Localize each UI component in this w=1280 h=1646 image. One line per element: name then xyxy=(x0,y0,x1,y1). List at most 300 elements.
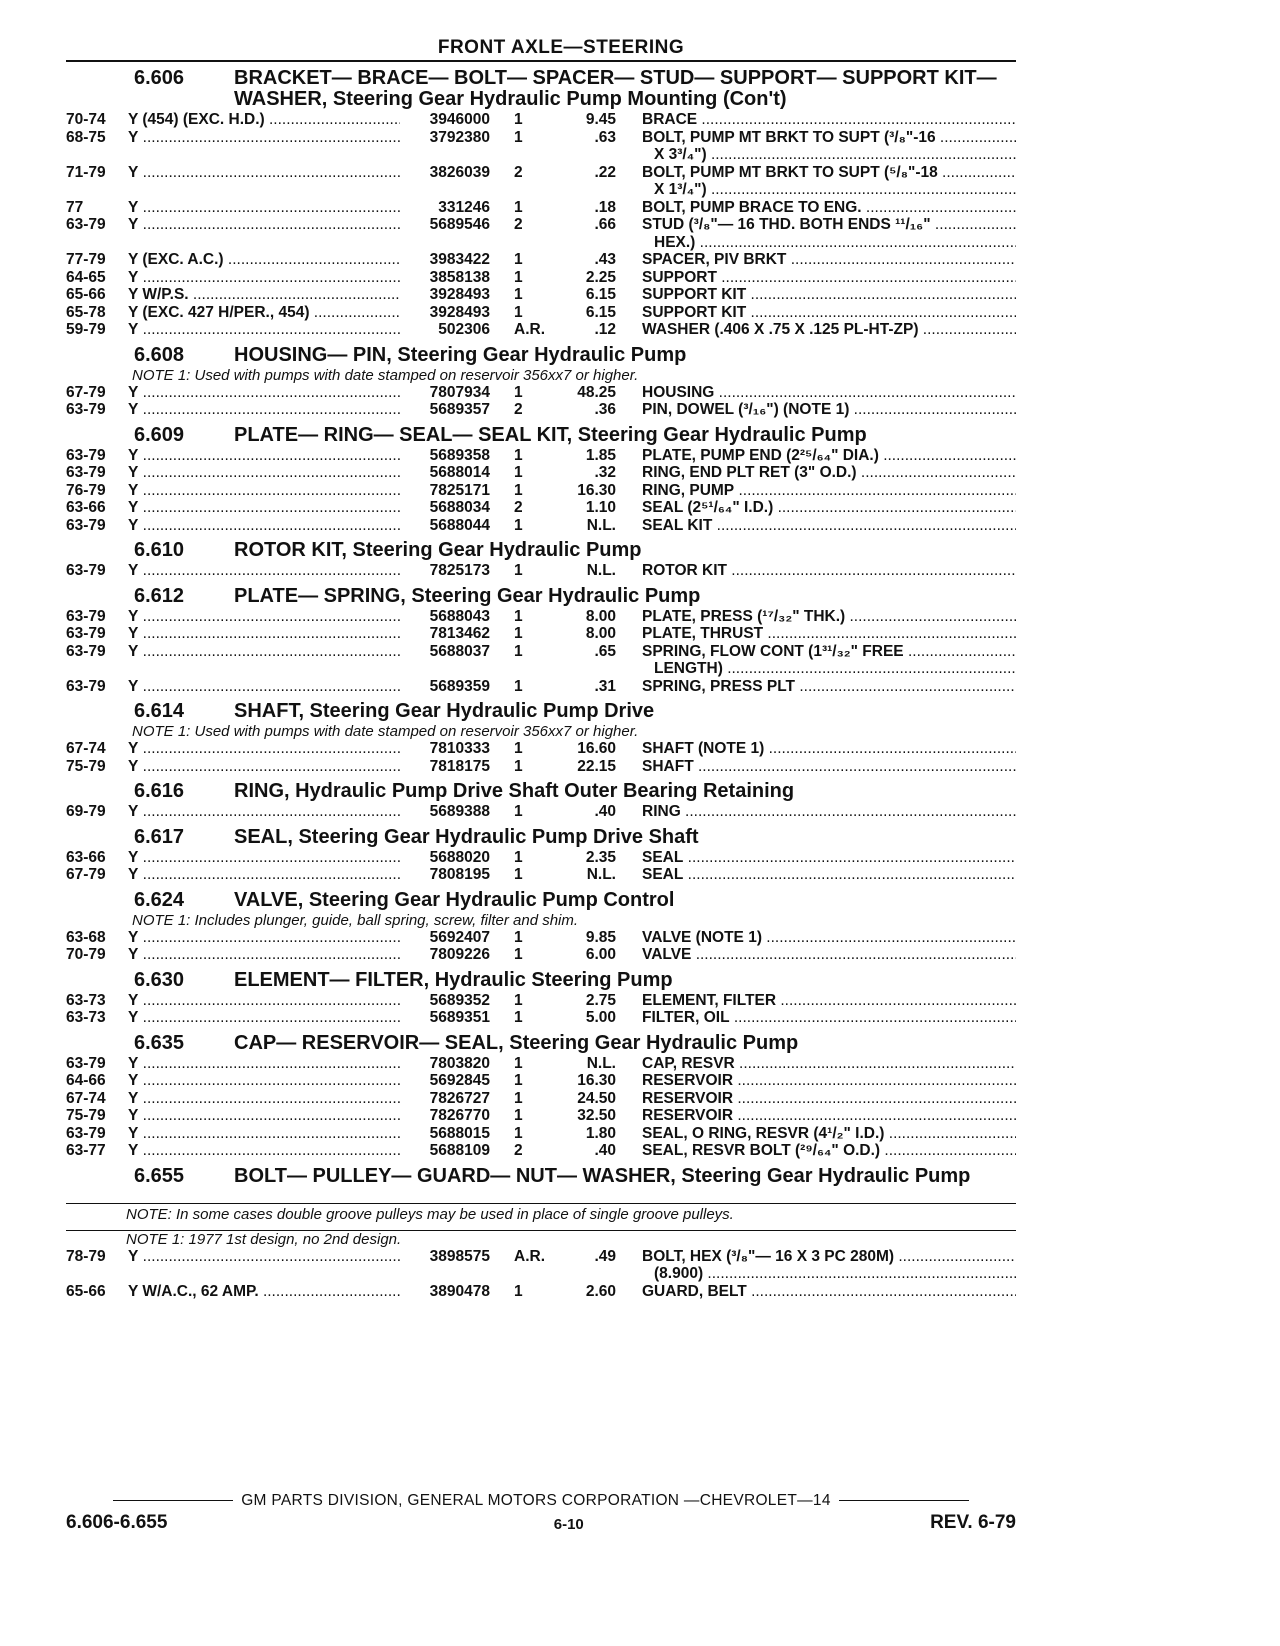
section-heading xyxy=(66,345,1016,366)
description: HOUSING ..... xyxy=(642,384,1016,401)
section-heading xyxy=(66,701,1016,722)
description-cell xyxy=(616,992,1016,1010)
model: Y ..... xyxy=(128,929,400,947)
parts-row xyxy=(66,740,1016,758)
parts-row xyxy=(66,251,1016,269)
design-note: NOTE 1: 1977 1st design, no 2nd design. xyxy=(126,1230,402,1248)
year-range: 63-79 xyxy=(66,1124,106,1142)
quantity: 2 xyxy=(514,1142,523,1159)
parts-row xyxy=(66,321,1016,339)
part-number: 7810333 xyxy=(429,740,490,757)
part-number: 3898575 xyxy=(429,1247,490,1265)
description: BOLT, PUMP MT BRKT TO SUPT (³/₈"-16 ..... xyxy=(642,129,1016,146)
description-cell xyxy=(616,199,1016,217)
year-range: 63-79 xyxy=(66,1054,106,1072)
section-title: SHAFT, Steering Gear Hydraulic Pump Drive xyxy=(234,700,655,722)
quantity: A.R. xyxy=(514,321,545,338)
quantity: 1 xyxy=(514,757,523,775)
parts-row xyxy=(66,562,1016,580)
parts-row xyxy=(66,304,1016,322)
price: .36 xyxy=(594,401,616,418)
model: Y ..... xyxy=(128,849,400,867)
parts-row xyxy=(66,384,1016,402)
part-number: 331246 xyxy=(438,198,490,216)
description: SUPPORT ..... xyxy=(642,269,1016,286)
parts-row xyxy=(66,1125,1016,1143)
quantity: 1 xyxy=(514,481,523,499)
description: SPACER, PIV BRKT ..... xyxy=(642,251,1016,268)
description-cell xyxy=(616,384,1016,402)
price: .65 xyxy=(594,642,616,660)
quantity: 1 xyxy=(514,128,523,146)
price: 2.25 xyxy=(585,268,616,286)
quantity: 2 xyxy=(514,216,523,233)
parts-row xyxy=(66,608,1016,626)
model: Y ..... xyxy=(128,499,400,517)
model: Y ..... xyxy=(128,482,400,500)
model: Y ..... xyxy=(128,1248,400,1283)
footer-bottom-line xyxy=(66,1512,1016,1534)
description: RESERVOIR ..... xyxy=(642,1090,1016,1107)
model: Y ..... xyxy=(128,740,400,758)
section-title: RING, Hydraulic Pump Drive Shaft Outer Bearing Retaining xyxy=(234,780,795,802)
description: SPRING, PRESS PLT ..... xyxy=(642,678,1016,695)
part-number: 5689357 xyxy=(429,401,490,418)
section-heading xyxy=(66,540,1016,561)
parts-row xyxy=(66,464,1016,482)
model: Y ..... xyxy=(128,758,400,776)
section-number: 6.624 xyxy=(134,888,185,911)
quantity: 1 xyxy=(514,1282,523,1300)
description-cell xyxy=(616,1125,1016,1143)
part-number: 3928493 xyxy=(429,303,490,321)
quantity: 1 xyxy=(514,740,523,757)
footer-division-line xyxy=(66,1492,1016,1510)
part-number: 3858138 xyxy=(429,268,490,286)
quantity: 1 xyxy=(514,1009,523,1026)
description: SUPPORT KIT ..... xyxy=(642,304,1016,321)
description: VALVE ..... xyxy=(642,946,1016,963)
quantity: 1 xyxy=(514,1124,523,1142)
part-number: 5688020 xyxy=(429,848,490,866)
quantity: 1 xyxy=(514,928,523,946)
description: SEAL ..... xyxy=(642,866,1016,883)
model: Y ..... xyxy=(128,321,400,339)
model: Y ..... xyxy=(128,1107,400,1125)
price: 9.45 xyxy=(585,111,616,128)
parts-row xyxy=(66,1055,1016,1073)
description: WASHER (.406 X .75 X .125 PL-HT-ZP) ..... xyxy=(642,321,1016,338)
model: Y (EXC. 427 H/PER., 454) ..... xyxy=(128,304,400,322)
part-number: 5688015 xyxy=(429,1124,490,1142)
parts-row xyxy=(66,111,1016,129)
price: 48.25 xyxy=(577,383,616,401)
quantity: 1 xyxy=(514,383,523,401)
year-range: 59-79 xyxy=(66,321,106,338)
description-cell xyxy=(616,1107,1016,1125)
section-number: 6.617 xyxy=(134,825,185,848)
description: BRACE ..... xyxy=(642,111,1016,128)
description-cell xyxy=(616,643,1016,678)
description-cell xyxy=(616,401,1016,419)
parts-row xyxy=(66,625,1016,643)
price: .66 xyxy=(594,216,616,233)
quantity: 1 xyxy=(514,286,523,303)
quantity: 1 xyxy=(514,251,523,268)
part-number: 7825173 xyxy=(429,562,490,579)
description-cell xyxy=(616,304,1016,322)
model: Y ..... xyxy=(128,803,400,821)
description-continued: X 3³/₄") ..... xyxy=(642,146,1016,164)
description: SEAL, O RING, RESVR (4¹/₂" I.D.) ..... xyxy=(642,1125,1016,1142)
description: GUARD, BELT ..... xyxy=(642,1283,1016,1300)
description-cell xyxy=(616,482,1016,500)
description-continued: HEX.) ..... xyxy=(642,234,1016,252)
year-range: 78-79 xyxy=(66,1247,106,1265)
part-number: 5688034 xyxy=(429,499,490,516)
section-number: 6.610 xyxy=(134,539,185,561)
part-number: 7826727 xyxy=(429,1089,490,1107)
parts-row xyxy=(66,216,1016,251)
quantity: 2 xyxy=(514,401,523,418)
description: VALVE (NOTE 1) ..... xyxy=(642,929,1016,946)
description: PIN, DOWEL (³/₁₆") (NOTE 1) ..... xyxy=(642,401,1016,418)
section-heading xyxy=(66,827,1016,848)
quantity: 2 xyxy=(514,163,523,181)
section-number: 6.614 xyxy=(134,700,185,722)
price: 6.00 xyxy=(585,946,616,963)
model: Y (454) (EXC. H.D.) ..... xyxy=(128,111,400,129)
model: Y ..... xyxy=(128,1125,400,1143)
footer-range: 6.606-6.655 xyxy=(66,1512,168,1533)
tail-rows xyxy=(66,1248,1016,1301)
section-number: 6.635 xyxy=(134,1031,185,1054)
price: N.L. xyxy=(586,866,616,883)
part-number: 7826770 xyxy=(429,1107,490,1124)
parts-row xyxy=(66,499,1016,517)
part-number: 3928493 xyxy=(429,286,490,303)
price: 1.85 xyxy=(585,446,616,464)
description-cell xyxy=(616,447,1016,465)
description-cell xyxy=(616,625,1016,643)
quantity: 1 xyxy=(514,562,523,579)
part-number: 7818175 xyxy=(429,757,490,775)
parts-row xyxy=(66,517,1016,535)
parts-row xyxy=(66,929,1016,947)
price: .63 xyxy=(594,128,616,146)
footer-page-number: 6-10 xyxy=(553,1516,584,1533)
description: ROTOR KIT ..... xyxy=(642,562,1016,579)
quantity: 1 xyxy=(514,1089,523,1107)
price: 6.15 xyxy=(585,303,616,321)
price: 8.00 xyxy=(585,607,616,625)
section-title: ROTOR KIT, Steering Gear Hydraulic Pump xyxy=(234,539,642,561)
part-number: 5689359 xyxy=(429,677,490,695)
description: SEAL ..... xyxy=(642,849,1016,866)
parts-row xyxy=(66,1009,1016,1027)
description-cell xyxy=(616,111,1016,129)
year-range: 67-74 xyxy=(66,1089,106,1107)
year-range: 63-66 xyxy=(66,848,106,866)
quantity: 1 xyxy=(514,1107,523,1124)
description: SEAL (2⁵¹/₆₄" I.D.) ..... xyxy=(642,499,1016,516)
parts-row xyxy=(66,482,1016,500)
year-range: 63-79 xyxy=(66,216,106,233)
price: .18 xyxy=(594,198,616,216)
year-range: 63-79 xyxy=(66,642,106,660)
year-range: 71-79 xyxy=(66,163,106,181)
price: 24.50 xyxy=(577,1089,616,1107)
price: 1.80 xyxy=(585,1124,616,1142)
quantity: A.R. xyxy=(514,1247,545,1265)
description-cell xyxy=(616,562,1016,580)
part-number: 5692407 xyxy=(429,928,490,946)
price: 2.75 xyxy=(585,991,616,1009)
description-cell xyxy=(616,1055,1016,1073)
model: Y ..... xyxy=(128,269,400,287)
quantity: 1 xyxy=(514,446,523,464)
description: PLATE, PRESS (¹⁷/₃₂" THK.) ..... xyxy=(642,608,1016,625)
price: 16.60 xyxy=(577,740,616,757)
parts-row xyxy=(66,866,1016,884)
parts-row xyxy=(66,1072,1016,1090)
model: Y ..... xyxy=(128,1055,400,1073)
section-title: BRACKET— BRACE— BOLT— SPACER— STUD— SUPPORT— SUPPORT KIT— WASHER, Steering Gear Hydraulic Pump Mounting (Con't) xyxy=(234,67,997,110)
description: RING, END PLT RET (3" O.D.) ..... xyxy=(642,464,1016,481)
price: .31 xyxy=(594,677,616,695)
section-note: NOTE 1: Used with pumps with date stamped on reservoir 356xx7 or higher. xyxy=(132,723,639,740)
quantity: 1 xyxy=(514,198,523,216)
description-cell xyxy=(616,929,1016,947)
description: RESERVOIR ..... xyxy=(642,1072,1016,1089)
footer-revision: REV. 6-79 xyxy=(930,1512,1016,1533)
year-range: 64-66 xyxy=(66,1072,106,1089)
quantity: 1 xyxy=(514,516,523,534)
parts-row xyxy=(66,129,1016,164)
year-range: 64-65 xyxy=(66,268,106,286)
description: SUPPORT KIT ..... xyxy=(642,286,1016,303)
description-cell xyxy=(616,1090,1016,1108)
part-number: 5689351 xyxy=(429,1009,490,1026)
price: 9.85 xyxy=(585,928,616,946)
price: 32.50 xyxy=(577,1107,616,1124)
parts-row xyxy=(66,992,1016,1010)
part-number: 5689352 xyxy=(429,991,490,1009)
description-cell xyxy=(616,269,1016,287)
price: 6.15 xyxy=(585,286,616,303)
part-number: 3826039 xyxy=(429,163,490,181)
part-number: 7825171 xyxy=(429,481,490,499)
year-range: 70-74 xyxy=(66,111,106,128)
part-number: 5688043 xyxy=(429,607,490,625)
section-heading xyxy=(66,586,1016,607)
year-range: 63-77 xyxy=(66,1142,106,1159)
description-cell xyxy=(616,321,1016,339)
quantity: 1 xyxy=(514,1054,523,1072)
part-number: 3946000 xyxy=(429,111,490,128)
description: PLATE, THRUST ..... xyxy=(642,625,1016,642)
section-heading xyxy=(66,970,1016,991)
part-number: 7807934 xyxy=(429,383,490,401)
year-range: 75-79 xyxy=(66,1107,106,1124)
parts-row xyxy=(66,1248,1016,1283)
description: CAP, RESVR ..... xyxy=(642,1055,1016,1072)
model: Y ..... xyxy=(128,199,400,217)
section-number: 6.616 xyxy=(134,780,185,802)
price: .32 xyxy=(594,464,616,481)
model: Y ..... xyxy=(128,992,400,1010)
parts-row xyxy=(66,199,1016,217)
model: Y ..... xyxy=(128,517,400,535)
footer-division: GM PARTS DIVISION, GENERAL MOTORS CORPORATION —CHEVROLET—14 xyxy=(241,1492,831,1509)
sections-container xyxy=(66,68,1016,1187)
model: Y ..... xyxy=(128,562,400,580)
description-cell xyxy=(616,499,1016,517)
part-number: 7809226 xyxy=(429,946,490,963)
model: Y ..... xyxy=(128,866,400,884)
description-cell xyxy=(616,129,1016,164)
section-heading xyxy=(66,68,1016,110)
description-cell xyxy=(616,286,1016,304)
price: .49 xyxy=(594,1247,616,1265)
model: Y ..... xyxy=(128,678,400,696)
quantity: 1 xyxy=(514,946,523,963)
model: Y ..... xyxy=(128,447,400,465)
parts-row xyxy=(66,946,1016,964)
part-number: 5688109 xyxy=(429,1142,490,1159)
parts-catalog-page xyxy=(66,36,1016,1300)
section-title: SEAL, Steering Gear Hydraulic Pump Drive Shaft xyxy=(234,825,699,848)
description: RING, PUMP ..... xyxy=(642,482,1016,499)
part-number: 5689388 xyxy=(429,803,490,820)
parts-row xyxy=(66,401,1016,419)
year-range: 69-79 xyxy=(66,803,106,820)
part-number: 3890478 xyxy=(429,1282,490,1300)
price: 16.30 xyxy=(577,1072,616,1089)
model: Y ..... xyxy=(128,129,400,164)
price: 22.15 xyxy=(577,757,616,775)
year-range: 67-74 xyxy=(66,740,106,757)
year-range: 63-79 xyxy=(66,401,106,418)
model: Y ..... xyxy=(128,1072,400,1090)
price: N.L. xyxy=(586,1054,616,1072)
page-footer xyxy=(66,1492,1016,1534)
quantity: 1 xyxy=(514,642,523,660)
year-range: 63-73 xyxy=(66,1009,106,1026)
section-heading xyxy=(66,890,1016,911)
price: 2.35 xyxy=(585,848,616,866)
description-cell xyxy=(616,1142,1016,1160)
section-note: NOTE 1: Includes plunger, guide, ball spring, screw, filter and shim. xyxy=(132,911,579,929)
description-cell xyxy=(616,1072,1016,1090)
section-title: CAP— RESERVOIR— SEAL, Steering Gear Hydraulic Pump xyxy=(234,1031,799,1054)
header-rule xyxy=(66,60,1016,62)
year-range: 67-79 xyxy=(66,383,106,401)
year-range: 75-79 xyxy=(66,757,106,775)
description: FILTER, OIL ..... xyxy=(642,1009,1016,1026)
price: N.L. xyxy=(586,516,616,534)
description-cell xyxy=(616,758,1016,776)
model: Y W/A.C., 62 AMP. ..... xyxy=(128,1283,400,1301)
parts-row xyxy=(66,1142,1016,1160)
description: BOLT, HEX (³/₈"— 16 X 3 PC 280M) ..... xyxy=(642,1248,1016,1265)
year-range: 63-79 xyxy=(66,607,106,625)
description-cell xyxy=(616,216,1016,251)
parts-row xyxy=(66,1090,1016,1108)
model: Y ..... xyxy=(128,1090,400,1108)
section-note: NOTE 1: Used with pumps with date stamped on reservoir 356xx7 or higher. xyxy=(132,366,639,384)
description-cell xyxy=(616,517,1016,535)
parts-row xyxy=(66,758,1016,776)
model: Y W/P.S. ..... xyxy=(128,286,400,304)
description-continued: (8.900) ..... xyxy=(642,1265,1016,1283)
quantity: 1 xyxy=(514,677,523,695)
description: ELEMENT, FILTER ..... xyxy=(642,992,1016,1009)
description-cell xyxy=(616,849,1016,867)
description: RING ..... xyxy=(642,803,1016,820)
model: Y ..... xyxy=(128,384,400,402)
description-cell xyxy=(616,678,1016,696)
quantity: 1 xyxy=(514,111,523,128)
part-number: 5688037 xyxy=(429,642,490,660)
price: 16.30 xyxy=(577,481,616,499)
description-cell xyxy=(616,1248,1016,1283)
section-heading xyxy=(66,781,1016,802)
description: STUD (³/₈"— 16 THD. BOTH ENDS ¹¹/₁₆" ..... xyxy=(642,216,1016,233)
model: Y ..... xyxy=(128,643,400,678)
part-number: 5688044 xyxy=(429,516,490,534)
year-range: 63-79 xyxy=(66,446,106,464)
description-cell xyxy=(616,464,1016,482)
price: 2.60 xyxy=(585,1282,616,1300)
part-number: 7803820 xyxy=(429,1054,490,1072)
part-number: 5689546 xyxy=(429,216,490,233)
page-header: FRONT AXLE—STEERING xyxy=(437,37,685,58)
year-range: 77-79 xyxy=(66,251,106,268)
price: .40 xyxy=(594,803,616,820)
year-range: 77 xyxy=(66,198,84,216)
year-range: 63-73 xyxy=(66,991,106,1009)
year-range: 63-79 xyxy=(66,464,106,481)
model: Y ..... xyxy=(128,216,400,251)
model: Y (EXC. A.C.) ..... xyxy=(128,251,400,269)
model: Y ..... xyxy=(128,401,400,419)
year-range: 65-78 xyxy=(66,303,106,321)
section-title: HOUSING— PIN, Steering Gear Hydraulic Pump xyxy=(234,343,687,366)
description: SHAFT (NOTE 1) ..... xyxy=(642,740,1016,757)
price: N.L. xyxy=(586,562,616,579)
quantity: 1 xyxy=(514,607,523,625)
description: PLATE, PUMP END (2²⁵/₆₄" DIA.) ..... xyxy=(642,447,1016,464)
year-range: 63-68 xyxy=(66,928,106,946)
section-number: 6.606 xyxy=(134,67,185,89)
year-range: 63-79 xyxy=(66,677,106,695)
price: .40 xyxy=(594,1142,616,1159)
description: SEAL, RESVR BOLT (²⁹/₆₄" O.D.) ..... xyxy=(642,1142,1016,1159)
model: Y ..... xyxy=(128,1009,400,1027)
parts-row xyxy=(66,678,1016,696)
part-number: 5689358 xyxy=(429,446,490,464)
description-cell xyxy=(616,164,1016,199)
description: SHAFT ..... xyxy=(642,758,1016,775)
year-range: 63-79 xyxy=(66,562,106,579)
year-range: 76-79 xyxy=(66,481,106,499)
year-range: 67-79 xyxy=(66,866,106,883)
price: .43 xyxy=(594,251,616,268)
year-range: 68-75 xyxy=(66,128,106,146)
parts-row xyxy=(66,286,1016,304)
price: .12 xyxy=(594,321,616,338)
